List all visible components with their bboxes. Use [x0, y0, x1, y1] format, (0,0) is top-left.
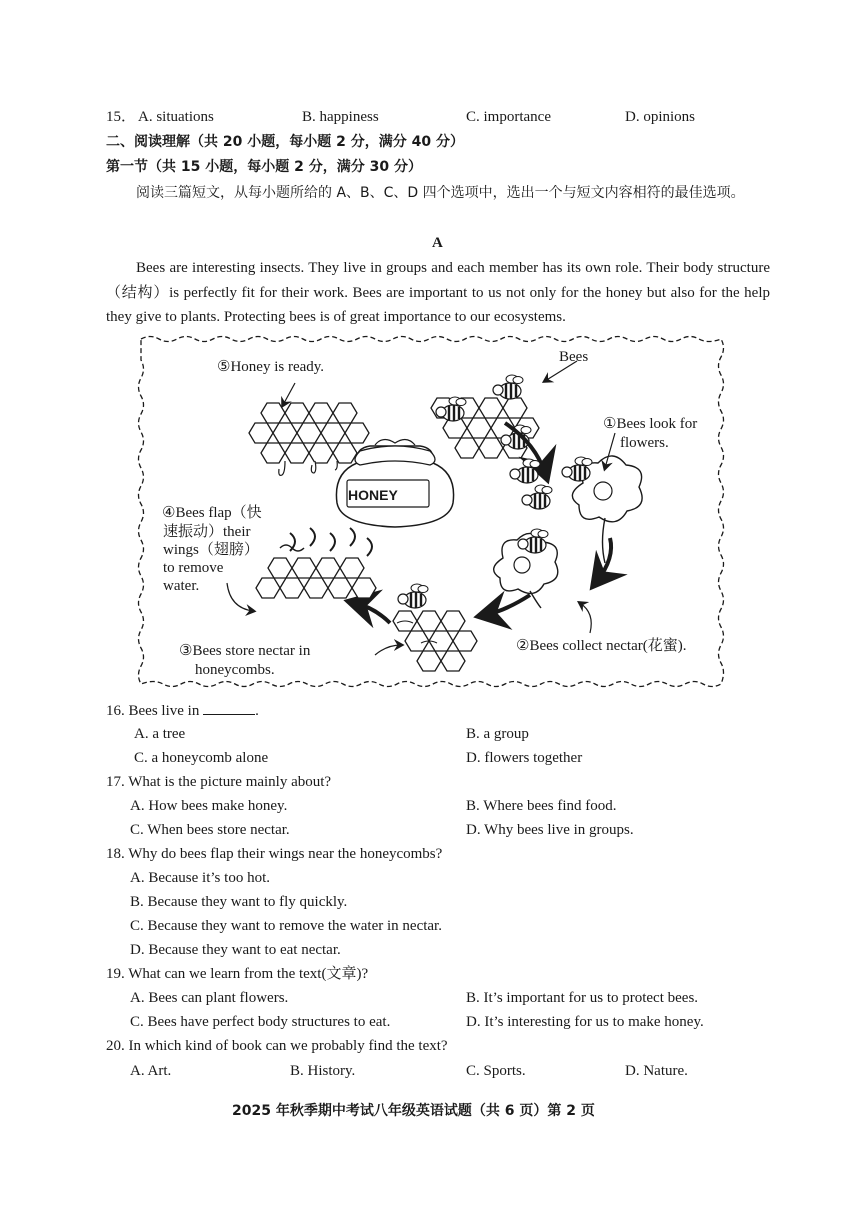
q16-option-c: C. a honeycomb alone — [134, 750, 269, 766]
bee-icon — [562, 457, 592, 481]
bee-icon — [522, 485, 552, 509]
q15-option-b: B. happiness — [302, 109, 379, 125]
q19-option-c: C. Bees have perfect body structures to eat. — [130, 1014, 391, 1030]
part1-title: 第一节（共 15 小题，每小题 2 分，满分 30 分） — [106, 159, 422, 175]
section2-title: 二、阅读理解（共 20 小题，每小题 2 分，满分 40 分） — [106, 134, 464, 150]
step4-label-line1: ④Bees flap（快 — [162, 505, 262, 521]
q17-option-a: A. How bees make honey. — [130, 798, 288, 814]
step3-label-line1: ③Bees store nectar in — [179, 643, 311, 659]
q18-option-b: B. Because they want to fly quickly. — [130, 894, 348, 910]
step2-label: ②Bees collect nectar(花蜜). — [516, 638, 687, 654]
step5-label: ⑤Honey is ready. — [217, 359, 325, 375]
q19-option-d: D. It’s interesting for us to make honey. — [466, 1014, 704, 1030]
bee-icon — [398, 584, 428, 608]
q19-option-a: A. Bees can plant flowers. — [130, 990, 289, 1006]
answer-blank — [203, 700, 255, 715]
step1-label-line1: ①Bees look for — [603, 416, 698, 432]
step1-label-line2: flowers. — [620, 435, 669, 451]
honey-process-figure — [135, 333, 727, 690]
q16-option-a: A. a tree — [134, 726, 186, 742]
q20-stem: 20. In which kind of book can we probably find the text? — [106, 1038, 448, 1054]
step4-label-line2: 速振动）their — [163, 524, 251, 540]
q17-stem: 17. What is the picture mainly about? — [106, 774, 332, 790]
q18-option-d: D. Because they want to eat nectar. — [130, 942, 341, 958]
step4-label-line4: to remove — [163, 560, 224, 576]
q19-stem: 19. What can we learn from the text(文章)? — [106, 966, 369, 982]
page-footer: 2025 年秋季期中考试八年级英语试题（共 6 页）第 2 页 — [232, 1103, 595, 1119]
step3-label-line2: honeycombs. — [195, 662, 275, 678]
bee-icon — [493, 375, 523, 399]
q16-stem: 16. Bees live in . — [106, 700, 259, 721]
bee-icon — [518, 529, 548, 553]
honeycomb-nectar-icon — [393, 611, 477, 671]
bee-icon — [510, 459, 540, 483]
q16-option-b: B. a group — [466, 726, 529, 742]
q20-option-a: A. Art. — [130, 1063, 172, 1079]
q15-option-a: A. situations — [138, 109, 214, 125]
step4-label-line5: water. — [163, 578, 200, 594]
step4-label-line3: wings（翅膀） — [163, 542, 259, 558]
honeycomb-full-icon — [249, 403, 369, 475]
q20-option-d: D. Nature. — [625, 1063, 688, 1079]
passage-text: Bees are interesting insects. They live in groups and each member has its own role. Their body structure（结构）is perfectly fit for their work. Bees are important to us not only for the honey but also for the help they give to plants. Protecting bees is of great importance to our ecosystems. — [106, 260, 770, 325]
q18-option-a: A. Because it’s too hot. — [130, 870, 270, 886]
q15-option-c: C. importance — [466, 109, 551, 125]
q17-option-c: C. When bees store nectar. — [130, 822, 290, 838]
passage-label: A — [432, 235, 443, 251]
jar-label: HONEY — [348, 487, 398, 503]
q15-number: 15． — [106, 109, 137, 125]
bees-label: Bees — [559, 349, 589, 365]
q17-option-d: D. Why bees live in groups. — [466, 822, 634, 838]
q20-option-b: B. History. — [290, 1063, 356, 1079]
q15-option-d: D. opinions — [625, 109, 696, 125]
honeycomb-flapping-icon — [256, 528, 376, 598]
q19-option-b: B. It’s important for us to protect bees. — [466, 990, 699, 1006]
instructions: 阅读三篇短文，从每小题所给的 A、B、C、D 四个选项中，选出一个与短文内容相符的最佳选项。 — [136, 185, 745, 201]
q16-option-d: D. flowers together — [466, 750, 583, 766]
q20-option-c: C. Sports. — [466, 1063, 526, 1079]
q18-stem: 18. Why do bees flap their wings near the honeycombs? — [106, 846, 443, 862]
q18-option-c: C. Because they want to remove the water in nectar. — [130, 918, 442, 934]
q17-option-b: B. Where bees find food. — [466, 798, 617, 814]
